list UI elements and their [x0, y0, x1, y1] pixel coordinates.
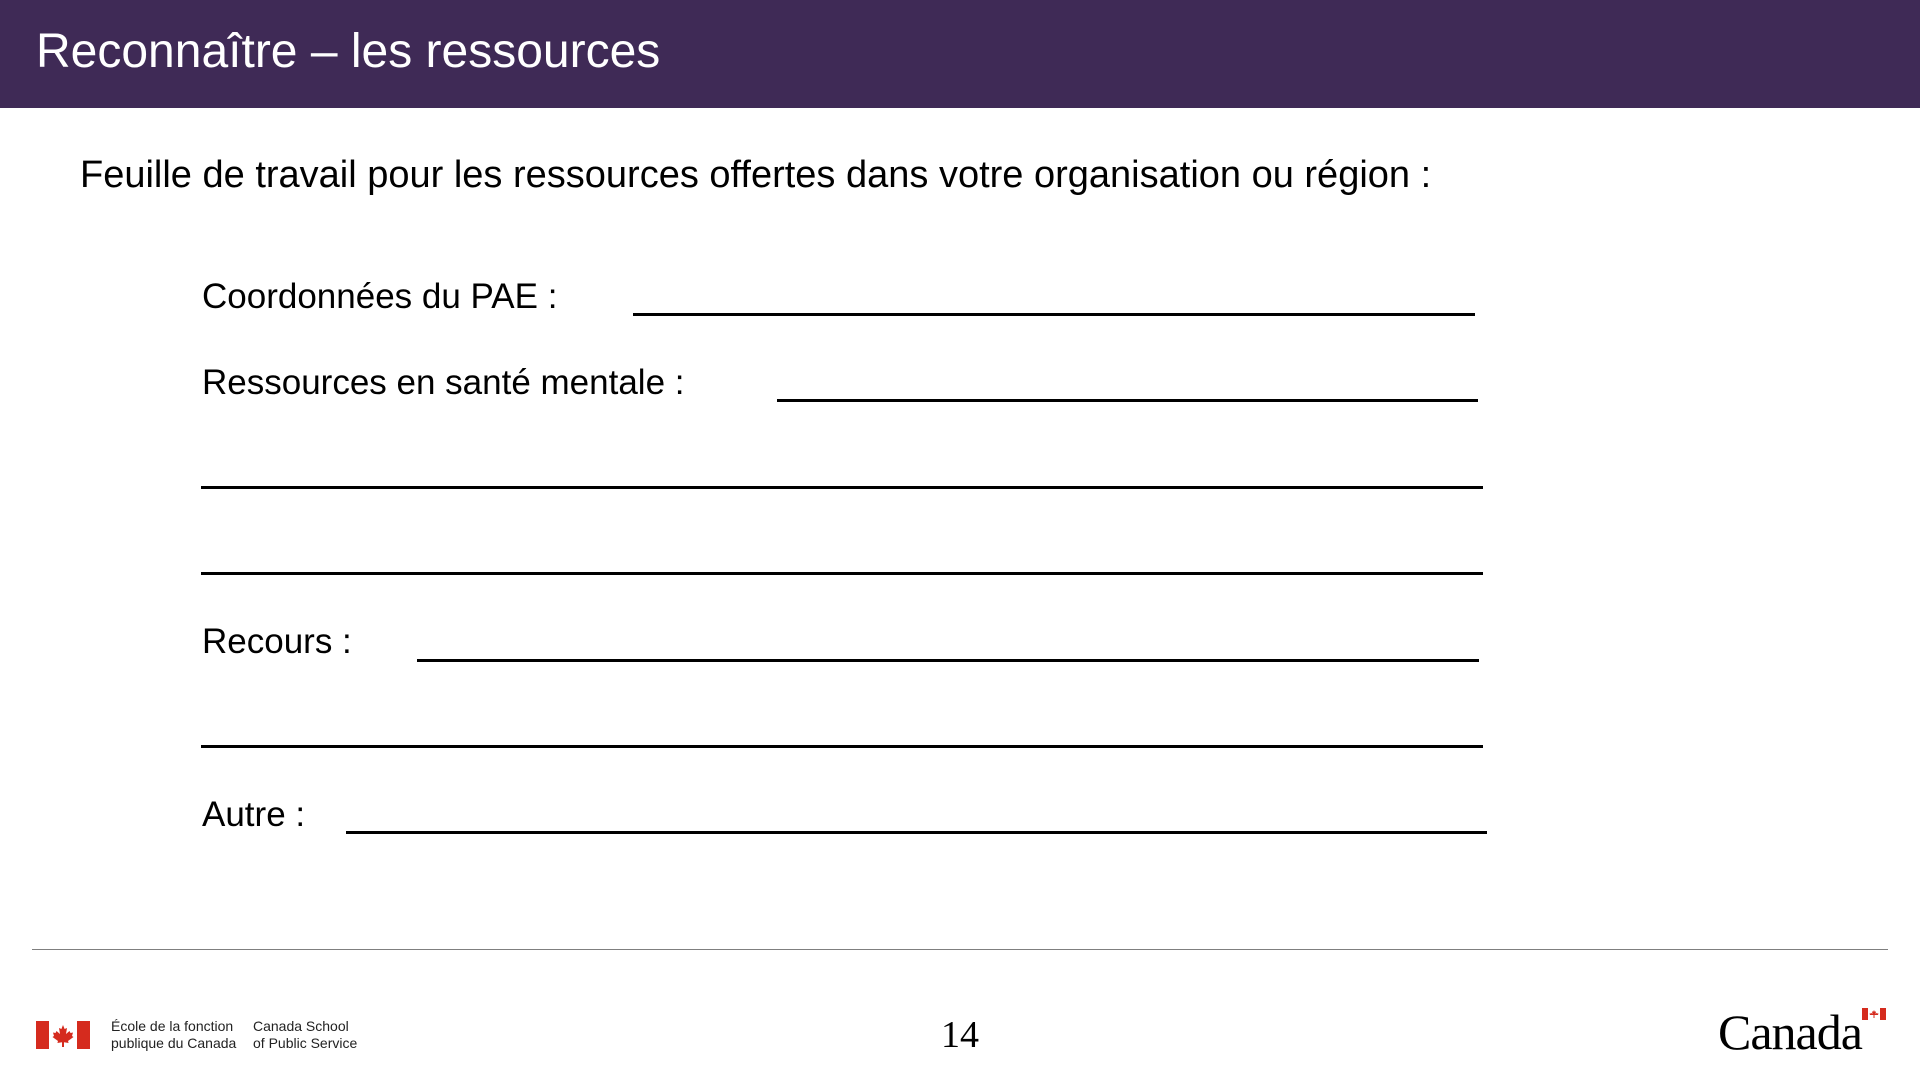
- school-name-french-line-1: École de la fonction: [111, 1018, 234, 1034]
- school-name-english-line-1: Canada School: [253, 1018, 349, 1034]
- footer-divider: [32, 949, 1888, 950]
- school-name-english-line-2: of Public Service: [253, 1035, 358, 1051]
- page-number: 14: [941, 1014, 979, 1056]
- mental-health-line: [777, 399, 1478, 402]
- worksheet-intro: Feuille de travail pour les ressources offertes dans votre organisation ou région :: [80, 154, 1432, 196]
- eap-contact-label: Coordonnées du PAE :: [202, 277, 558, 316]
- canada-wordmark-text: Canada: [1718, 1004, 1862, 1060]
- slide-title: Reconnaître – les ressources: [36, 25, 661, 78]
- other-line: [346, 831, 1487, 834]
- school-name-french-line-2: publique du Canada: [111, 1035, 237, 1051]
- canada-wordmark: [1718, 1002, 1886, 1058]
- other-label: Autre :: [202, 795, 306, 834]
- canada-wordmark-flag-icon: [1862, 1008, 1886, 1020]
- title-bar: [0, 0, 1920, 108]
- eap-contact-line: [633, 313, 1475, 316]
- recourse-label: Recours :: [202, 622, 352, 661]
- mental-health-label: Ressources en santé mentale :: [202, 363, 685, 402]
- mental-health-line-3: [201, 572, 1483, 575]
- recourse-line-2: [201, 745, 1483, 748]
- mental-health-line-2: [201, 486, 1483, 489]
- recourse-line: [417, 659, 1479, 662]
